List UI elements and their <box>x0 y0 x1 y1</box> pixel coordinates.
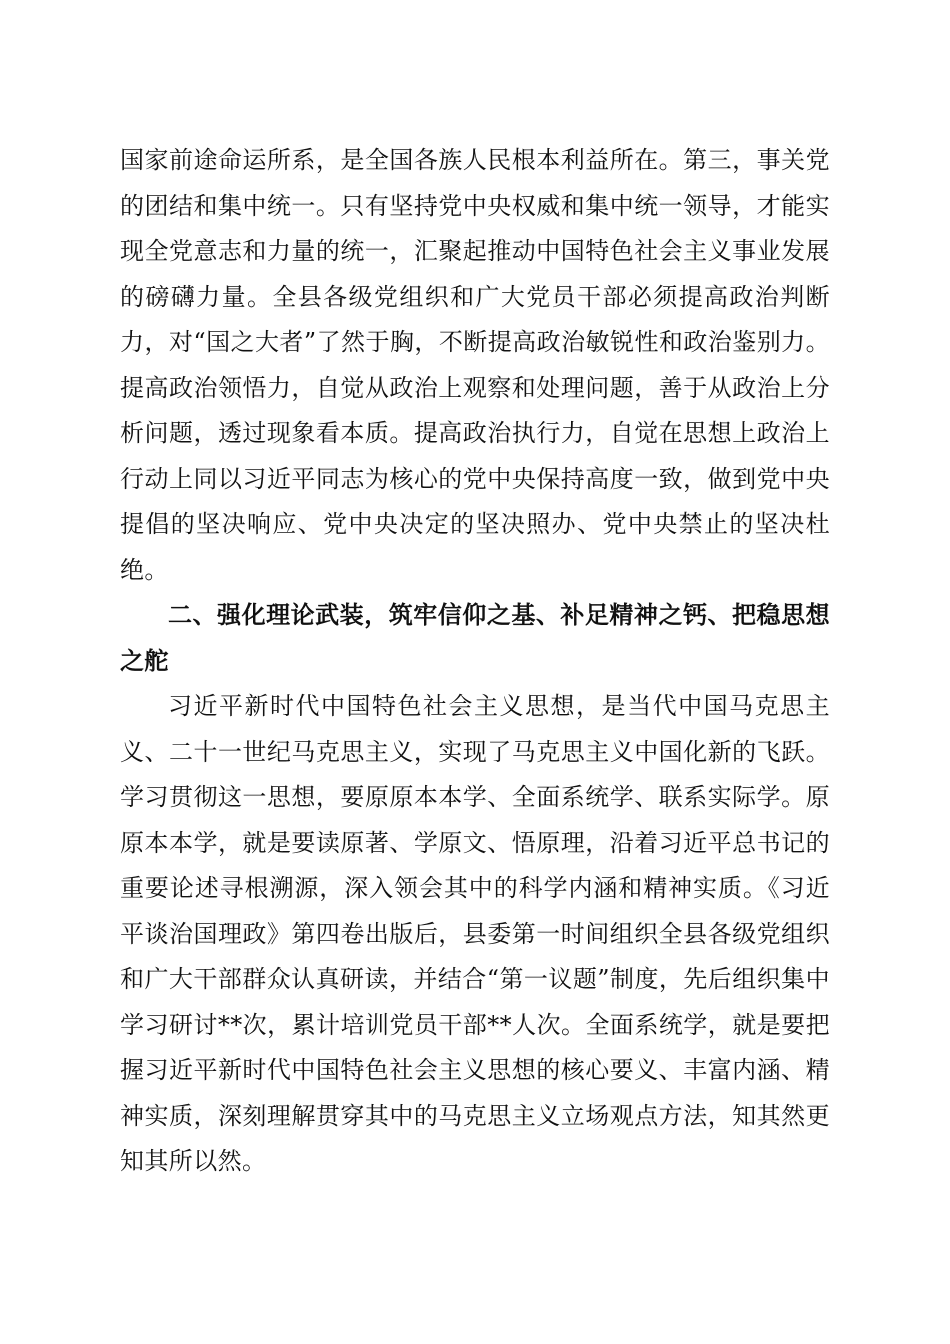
document-body <box>120 138 830 1185</box>
section-heading-2: 二、强化理论武装，筑牢信仰之基、补足精神之钙、把稳思想之舵 <box>120 601 830 675</box>
body-paragraph-2: 习近平新时代中国特色社会主义思想，是当代中国马克思主义、二十一世纪马克思主义，实现了马克思主义中国化新的飞跃。学习贯彻这一思想，要原原本本学、全面系统学、联系实际学。原原本本学，就是要读原著、学原文、悟原理，沿着习近平总书记的重要论述寻根溯源，深入领会其中的科学内涵和精神实质。《习近平谈治国理政》第四卷出版后，县委第一时间组织全县各级党组织和广大干部群众认真研读，并结合“第一议题”制度，先后组织集中学习研讨**次，累计培训党员干部**人次。全面系统学，就是要把握习近平新时代中国特色社会主义思想的核心要义、丰富内涵、精神实质，深刻理解贯穿其中的马克思主义立场观点方法，知其然更知其所以然。 <box>120 692 830 1175</box>
body-paragraph-1: 国家前途命运所系，是全国各族人民根本利益所在。第三，事关党的团结和集中统一。只有坚持党中央权威和集中统一领导，才能实现全党意志和力量的统一，汇聚起推动中国特色社会主义事业发展的磅礴力量。全县各级党组织和广大党员干部必须提高政治判断力，对“国之大者”了然于胸，不断提高政治敏锐性和政治鉴别力。提高政治领悟力，自觉从政治上观察和处理问题，善于从政治上分析问题，透过现象看本质。提高政治执行力，自觉在思想上政治上行动上同以习近平同志为核心的党中央保持高度一致，做到党中央提倡的坚决响应、党中央决定的坚决照办、党中央禁止的坚决杜绝。 <box>120 146 830 584</box>
